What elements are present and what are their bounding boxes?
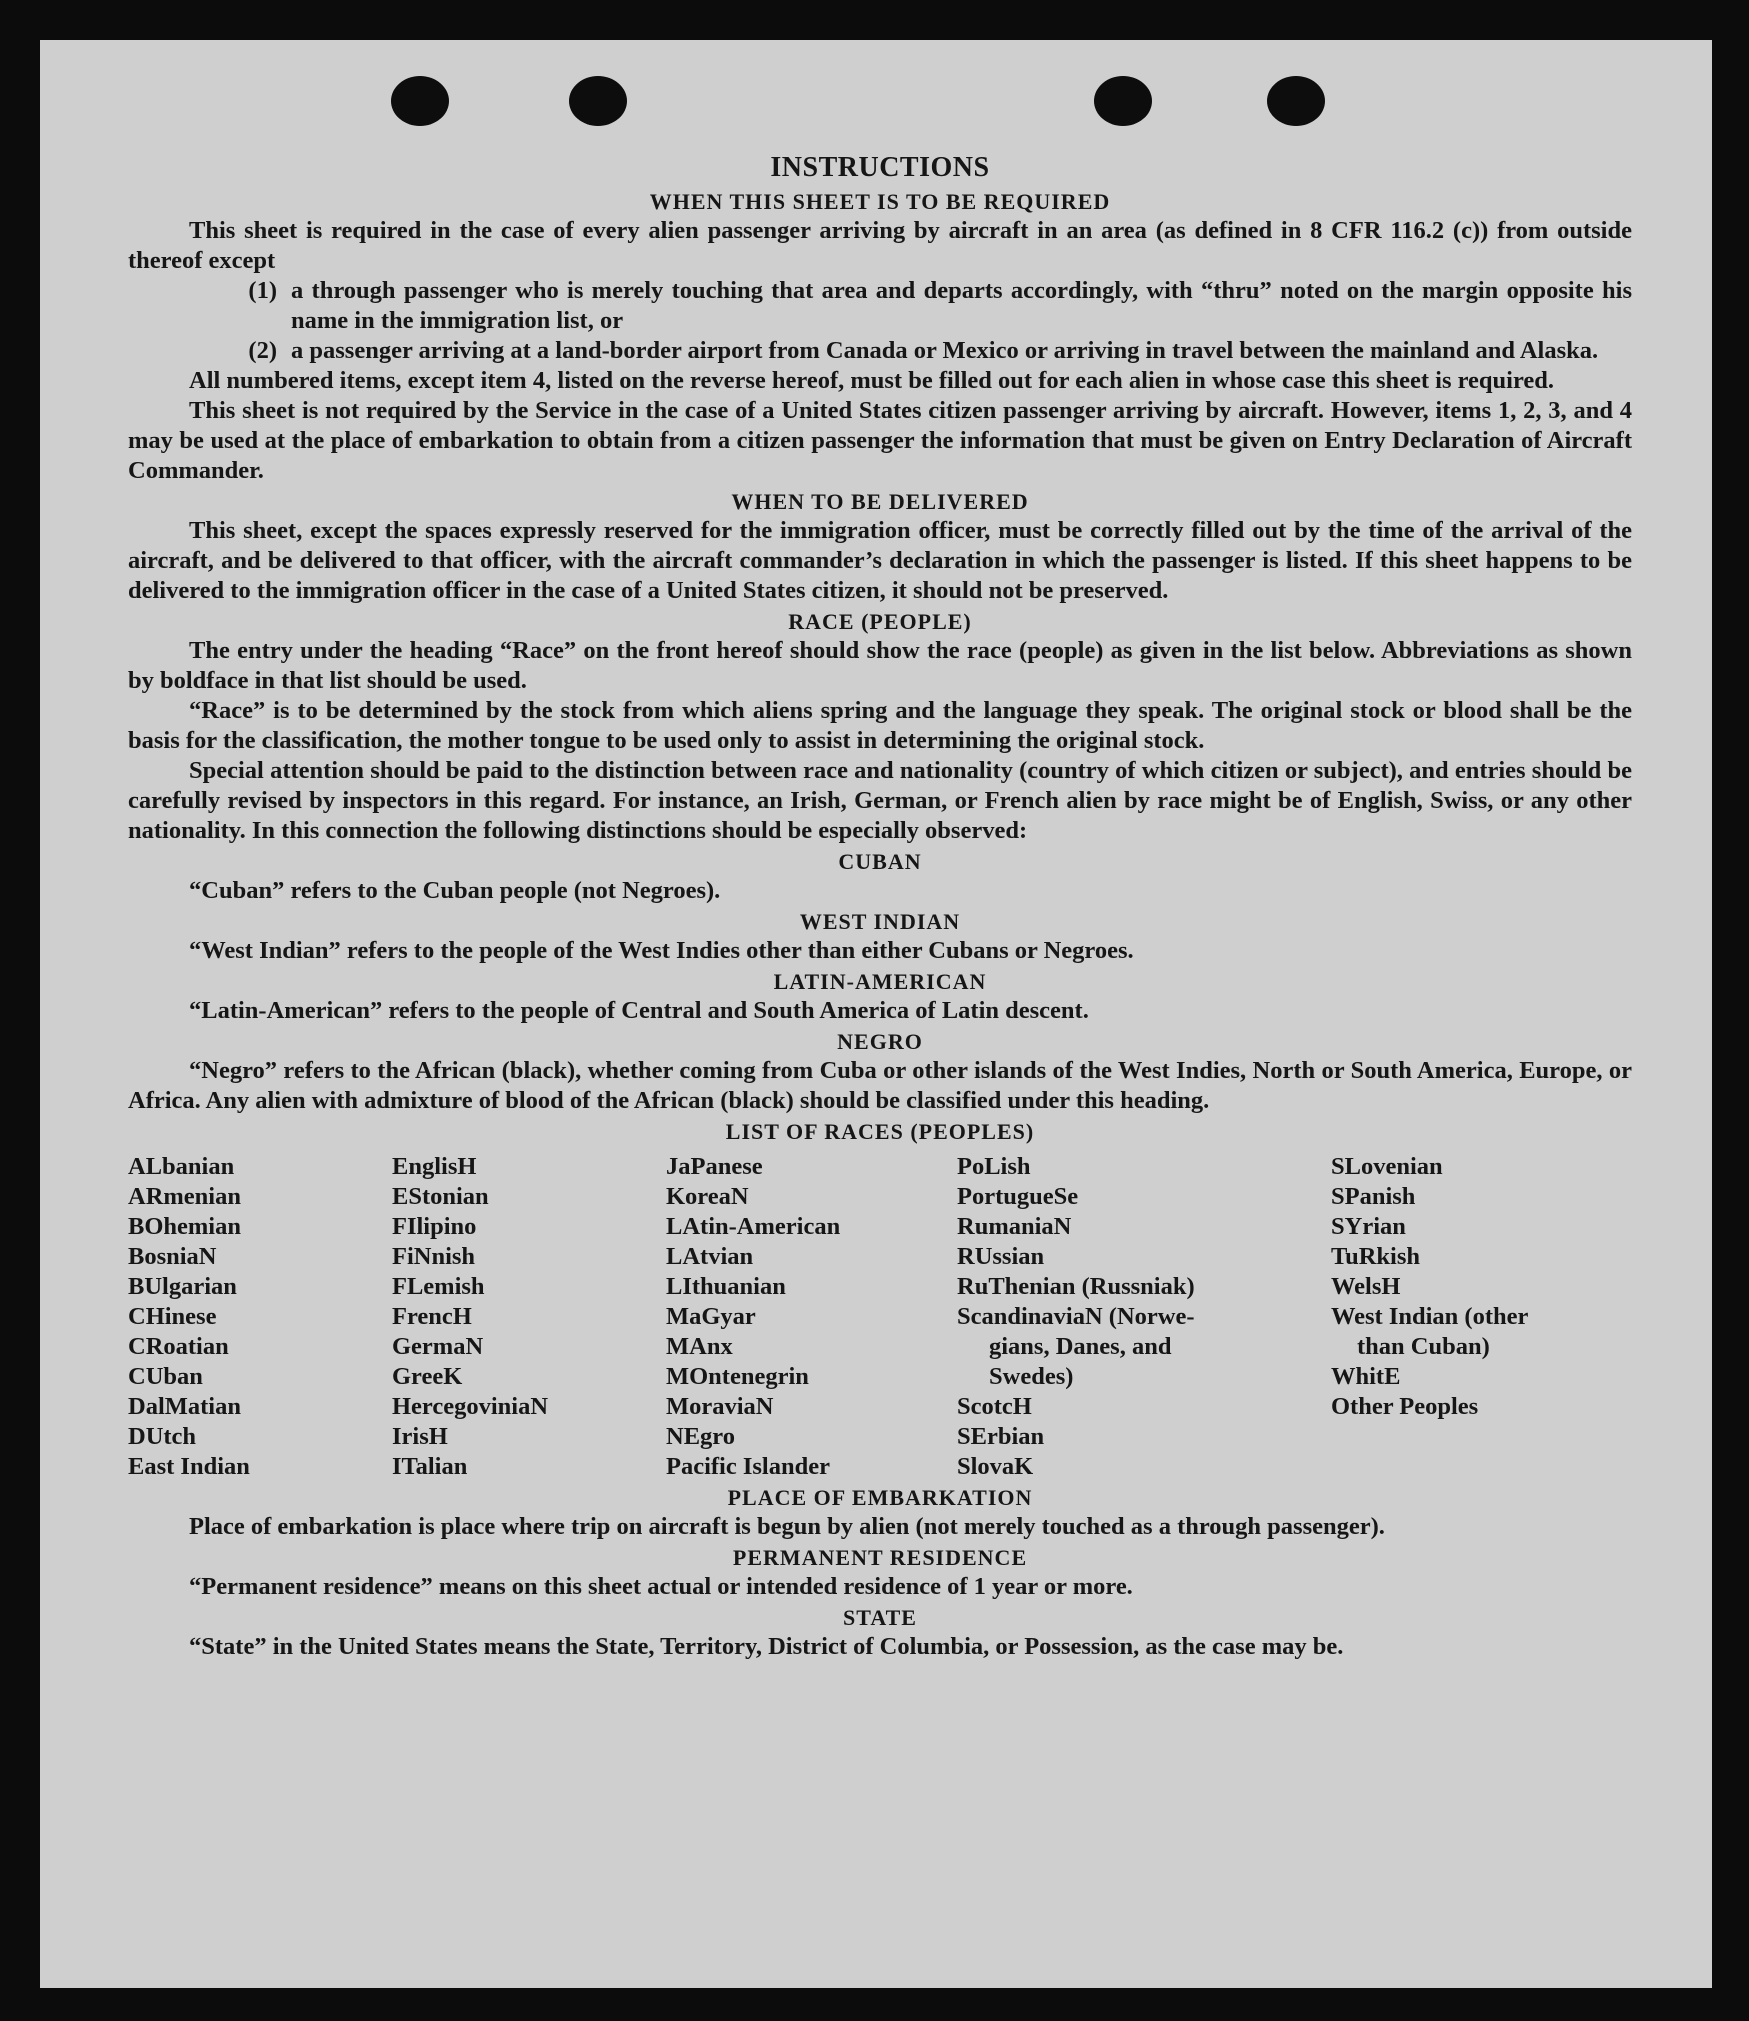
race-entry: PortugueSe <box>957 1183 1079 1210</box>
race-entry: RumaniaN <box>957 1213 1072 1240</box>
cuban-text: “Cuban” refers to the Cuban people (not Negroes). <box>189 877 721 904</box>
latin-american-text: “Latin-American” refers to the people of Central and South America of Latin descent. <box>189 997 1089 1024</box>
race-entry: BUlgarian <box>128 1273 237 1300</box>
document-page <box>40 40 1712 1988</box>
races-column <box>128 1152 392 1482</box>
race-entry: Other Peoples <box>1331 1393 1479 1420</box>
race-entry: RUssian <box>957 1243 1045 1270</box>
heading-latin-american: LATIN-AMERICAN <box>773 969 987 994</box>
heading-embarkation: PLACE OF EMBARKATION <box>727 1485 1033 1510</box>
race-entry: LIthuanian <box>666 1273 786 1300</box>
race-entry: ScotcH <box>957 1393 1032 1420</box>
race-entry: HercegoviniaN <box>392 1393 549 1420</box>
race-entry: TuRkish <box>1331 1243 1421 1270</box>
race-entry: DalMatian <box>128 1393 241 1420</box>
exception-number: (1) <box>248 277 277 304</box>
page-title: INSTRUCTIONS <box>770 152 990 183</box>
punch-hole <box>1267 76 1325 126</box>
race-entry: Pacific Islander <box>666 1453 830 1480</box>
race-entry: MOntenegrin <box>666 1363 809 1390</box>
punch-hole <box>1094 76 1152 126</box>
race-entry: MaGyar <box>666 1303 756 1330</box>
races-column <box>392 1152 666 1482</box>
race-entry: ALbanian <box>128 1153 235 1180</box>
race-entry: ITalian <box>392 1453 468 1480</box>
state-text: “State” in the United States means the State, Territory, District of Columbia, or Possession, as the case may be. <box>189 1633 1344 1660</box>
punch-hole <box>391 76 449 126</box>
race-entry: RuThenian (Russniak) <box>957 1273 1195 1300</box>
race-paragraph-2: “Race” is to be determined by the stock from which aliens spring and the language they speak. The original stock or blood shall be the basis for the classification, the mother tongue to be used only to assist in determining the original stock. <box>128 697 1632 754</box>
races-list <box>128 1152 1632 1482</box>
race-entry: EStonian <box>392 1183 489 1210</box>
heading-race: RACE (PEOPLE) <box>788 609 972 634</box>
race-entry: FrencH <box>392 1303 472 1330</box>
race-entry: GermaN <box>392 1333 484 1360</box>
heading-when-delivered: WHEN TO BE DELIVERED <box>731 489 1029 514</box>
race-entry: SPanish <box>1331 1183 1416 1210</box>
embarkation-text: Place of embarkation is place where trip on aircraft is begun by alien (not merely touched as a through passenger). <box>189 1513 1385 1540</box>
race-entry: FLemish <box>392 1273 485 1300</box>
race-entry: CHinese <box>128 1303 217 1330</box>
heading-state: STATE <box>843 1605 917 1630</box>
heading-cuban: CUBAN <box>838 849 922 874</box>
numbered-items-paragraph: All numbered items, except item 4, listed on the reverse hereof, must be filled out for each alien in whose case this sheet is required. <box>189 367 1555 394</box>
race-entry: DUtch <box>128 1423 197 1450</box>
race-entry: SLovenian <box>1331 1153 1443 1180</box>
race-entry: WelsH <box>1331 1273 1401 1300</box>
exception-item <box>128 336 1632 366</box>
heading-negro: NEGRO <box>837 1029 923 1054</box>
race-entry: West Indian (other <box>1331 1303 1529 1330</box>
races-column <box>1331 1152 1631 1482</box>
race-entry: FIlipino <box>392 1213 477 1240</box>
race-entry: BOhemian <box>128 1213 241 1240</box>
races-column <box>666 1152 957 1482</box>
race-entry: LAtvian <box>666 1243 754 1270</box>
west-indian-text: “West Indian” refers to the people of the West Indies other than either Cubans or Negroes. <box>189 937 1134 964</box>
exception-number: (2) <box>248 337 277 364</box>
race-paragraph-1: The entry under the heading “Race” on the front hereof should show the race (people) as given in the list below. Abbreviations as shown by boldface in that list should be used. <box>128 637 1632 694</box>
exception-item <box>128 276 1632 336</box>
when-required-intro: This sheet is required in the case of every alien passenger arriving by aircraft in an area (as defined in 8 CFR 116.2 (c)) from outside thereof except <box>128 217 1632 274</box>
race-entry: EnglisH <box>392 1153 477 1180</box>
race-entry: ScandinaviaN (Norwe- <box>957 1303 1195 1330</box>
race-entry: SYrian <box>1331 1213 1406 1240</box>
heading-list-of-races: LIST OF RACES (PEOPLES) <box>725 1119 1035 1144</box>
race-entry: CRoatian <box>128 1333 229 1360</box>
race-entry: FiNnish <box>392 1243 476 1270</box>
race-entry: East Indian <box>128 1453 250 1480</box>
heading-permanent-residence: PERMANENT RESIDENCE <box>732 1545 1028 1570</box>
race-entry: NEgro <box>666 1423 735 1450</box>
when-delivered-text: This sheet, except the spaces expressly reserved for the immigration officer, must be correctly filled out by the time of the arrival of the aircraft, and be delivered to that officer, with the aircraft commander’s declaration in which the passenger is listed. If this sheet happens to be delivered to the immigration officer in the case of a United States citizen, it should not be preserved. <box>128 517 1632 604</box>
residence-text: “Permanent residence” means on this sheet actual or intended residence of 1 year or more. <box>189 1573 1133 1600</box>
race-entry: WhitE <box>1331 1363 1401 1390</box>
race-entry: LAtin-American <box>666 1213 841 1240</box>
races-column <box>957 1152 1331 1482</box>
exception-text: a through passenger who is merely touching that area and departs accordingly, with “thru” noted on the margin opposite his name in the immigration list, or <box>291 277 1632 334</box>
race-entry: IrisH <box>392 1423 448 1450</box>
race-entry-continued: gians, Danes, and <box>989 1333 1172 1360</box>
race-paragraph-3: Special attention should be paid to the distinction between race and nationality (country of which citizen or subject), and entries should be carefully revised by inspectors in this regard. For instance, an Irish, German, or French alien by race might be of English, Swiss, or any other nationality. In this connection the following distinctions should be especially observed: <box>128 757 1632 844</box>
punch-hole <box>569 76 627 126</box>
race-entry-continued: than Cuban) <box>1357 1333 1490 1360</box>
exception-text: a passenger arriving at a land-border airport from Canada or Mexico or arriving in travel between the mainland and Alaska. <box>291 337 1599 364</box>
race-entry: CUban <box>128 1363 203 1390</box>
race-entry: GreeK <box>392 1363 463 1390</box>
race-entry: SlovaK <box>957 1453 1034 1480</box>
citizen-paragraph: This sheet is not required by the Service in the case of a United States citizen passenger arriving by aircraft. However, items 1, 2, 3, and 4 may be used at the place of embarkation to obtain from a citizen passenger the information that must be given on Entry Declaration of Aircraft Commander. <box>128 397 1632 484</box>
heading-west-indian: WEST INDIAN <box>799 909 961 934</box>
instructions-body <box>128 150 1632 1662</box>
race-entry-continued: Swedes) <box>989 1363 1074 1390</box>
race-entry: BosniaN <box>128 1243 217 1270</box>
negro-text: “Negro” refers to the African (black), whether coming from Cuba or other islands of the West Indies, North or South America, Europe, or Africa. Any alien with admixture of blood of the African (black) should be classified under this heading. <box>128 1057 1632 1114</box>
heading-when-required: WHEN THIS SHEET IS TO BE REQUIRED <box>649 189 1111 214</box>
race-entry: SErbian <box>957 1423 1045 1450</box>
race-entry: ARmenian <box>128 1183 241 1210</box>
race-entry: MoraviaN <box>666 1393 774 1420</box>
race-entry: KoreaN <box>666 1183 749 1210</box>
race-entry: JaPanese <box>666 1153 763 1180</box>
race-entry: MAnx <box>666 1333 733 1360</box>
race-entry: PoLish <box>957 1153 1031 1180</box>
